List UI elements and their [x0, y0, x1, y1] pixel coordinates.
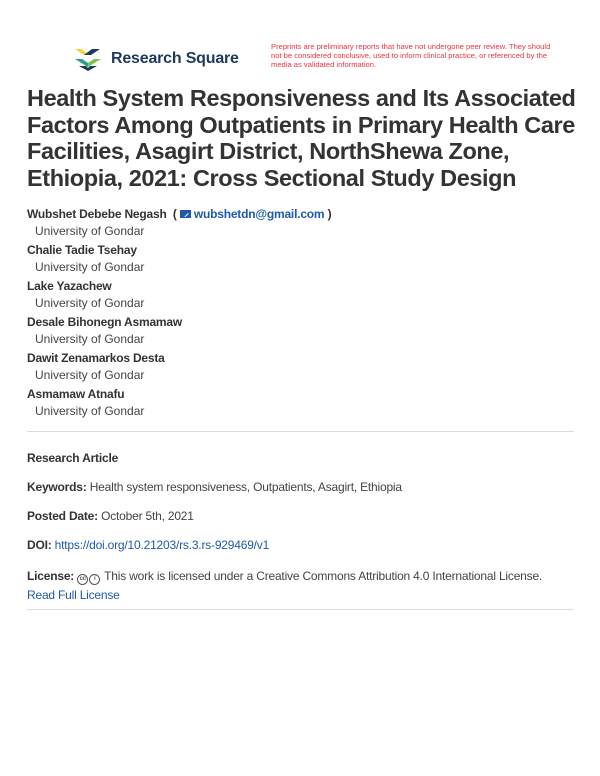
author-affiliation: University of Gondar — [35, 332, 145, 346]
doi-label: DOI: — [27, 538, 52, 552]
author-entry — [27, 349, 587, 385]
author-name: Wubshet Debebe Negash — [27, 207, 167, 221]
research-square-logo-icon — [73, 46, 103, 72]
license-text: This work is licensed under a Creative Commons Attribution 4.0 International License. — [104, 569, 543, 583]
author-email-link[interactable]: wubshetdn@gmail.com — [180, 207, 325, 221]
doi — [27, 538, 587, 552]
author-list — [27, 205, 587, 421]
doi-link[interactable]: https://doi.org/10.21203/rs.3.rs-929469/v1 — [54, 538, 270, 552]
keywords-label: Keywords: — [27, 480, 87, 494]
author-name: Dawit Zenamarkos Desta — [27, 351, 165, 365]
author-affiliation: University of Gondar — [35, 368, 145, 382]
envelope-icon — [180, 210, 191, 218]
posted-date-value: October 5th, 2021 — [101, 509, 194, 523]
license-label: License: — [27, 569, 75, 583]
author-entry — [27, 313, 587, 349]
license — [27, 567, 587, 605]
author-entry — [27, 385, 587, 421]
header — [73, 44, 553, 76]
article-type: Research Article — [27, 451, 119, 465]
read-full-license-link[interactable]: Read Full License — [27, 588, 120, 602]
preprint-notice: Preprints are preliminary reports that have not undergone peer review. They should not be considered conclusive, used to inform clinical practice, or referenced by the media as validated information. — [271, 42, 551, 69]
posted-date — [27, 509, 587, 523]
author-name: Chalie Tadie Tsehay — [27, 243, 137, 257]
author-entry — [27, 241, 587, 277]
cc-icon: cc — [77, 574, 88, 585]
author-affiliation: University of Gondar — [35, 296, 145, 310]
by-icon: i — [89, 574, 100, 585]
author-name: Asmamaw Atnafu — [27, 387, 125, 401]
keywords — [27, 480, 587, 494]
author-affiliation: University of Gondar — [35, 260, 145, 274]
author-name: Lake Yazachew — [27, 279, 112, 293]
research-square-logo[interactable] — [73, 46, 239, 72]
author-entry: Wubshet Debebe Negash ( wubshetdn@gmail.com ) University of Gondar — [27, 205, 587, 241]
author-name: Desale Bihonegn Asmamaw — [27, 315, 183, 329]
author-affiliation: University of Gondar — [35, 224, 145, 238]
keywords-value: Health system responsiveness, Outpatients, Asagirt, Ethiopia — [89, 480, 402, 494]
author-affiliation: University of Gondar — [35, 404, 145, 418]
article-title: Health System Responsiveness and Its Associated Factors Among Outpatients in Primary Health Care Facilities, Asagirt District, NorthShewa Zone, Ethiopia, 2021: Cross Sectional Study Design — [27, 85, 576, 191]
author-entry — [27, 277, 587, 313]
posted-date-label: Posted Date: — [27, 509, 98, 523]
divider — [27, 609, 574, 610]
logo-text: Research Square — [111, 50, 239, 67]
divider — [27, 431, 574, 432]
